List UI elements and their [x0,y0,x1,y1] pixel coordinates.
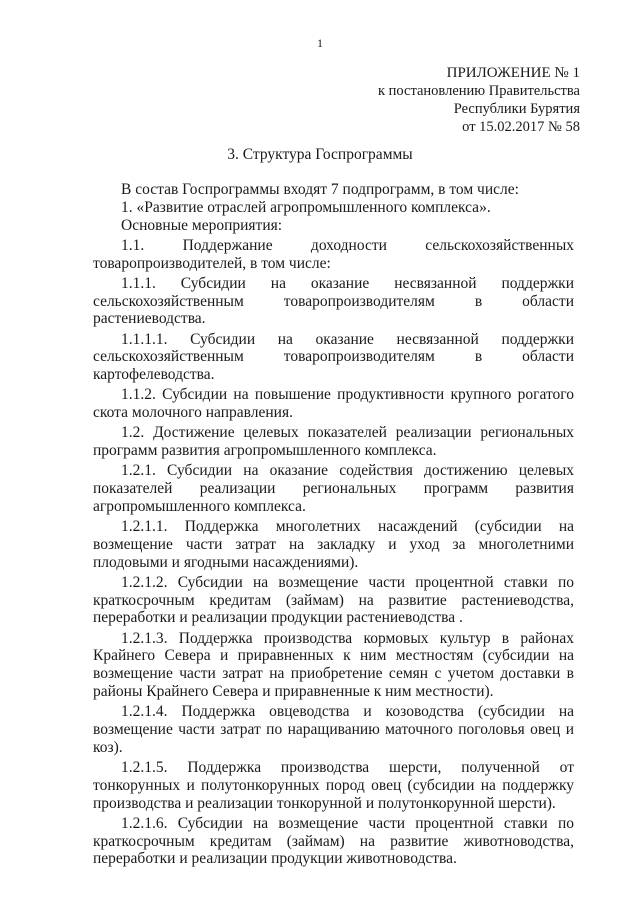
approval-line-republic: Республики Бурятия [453,101,580,117]
document-body [93,181,574,871]
paragraph-intro: В состав Госпрограммы входят 7 подпрограмм, в том числе: [121,181,519,198]
paragraph-1-2-1-5: 1.2.1.5. Поддержка производства шерсти, полученной от тонкорунных и полутонкорунных пород овец (субсидии на поддержку производства и реализации тонкорунной и полутонкорунной шерсти). [93,759,574,812]
page-number: 1 [317,36,323,50]
paragraph-1-2-1-3: 1.2.1.3. Поддержка производства кормовых культур в районах Крайнего Севера и приравненных к ним местностям (субсидии на возмещение части затрат на приобретение семян с учетом доставки в районы Крайнего Севера и приравненные к ним местности). [93,629,574,701]
paragraph-1-2-1-2: 1.2.1.2. Субсидии на возмещение части процентной ставки по краткосрочным кредитам (займам) на развитие растениеводства, переработки и реализации продукции растениеводства . [93,573,574,627]
paragraph-1-2-1: 1.2.1. Субсидии на оказание содействия достижению целевых показателей реализации региональных программ развития агропромышленного комплекса. [93,462,574,515]
paragraph-1-2: 1.2. Достижение целевых показателей реализации региональных программ развития агропромышленного комплекса. [93,424,574,460]
paragraph-main-activities: Основные мероприятия: [121,216,283,234]
paragraph-1-1-1: 1.1.1. Субсидии на оказание несвязанной поддержки сельскохозяйственным товаропроизводителям в области растениеводства. [93,274,574,328]
section-title: 3. Структура Госпрограммы [227,146,413,163]
paragraph-1-1: 1.1. Поддержание доходности сельскохозяйственных товаропроизводителей, в том числе: [93,236,574,272]
approval-line-date: от 15.02.2017 № 58 [462,119,580,135]
approval-block [280,64,580,136]
paragraph-1-2-1-4: 1.2.1.4. Поддержка овцеводства и козоводства (субсидии на возмещение части затрат по наращиванию маточного поголовья овец и коз). [93,703,574,756]
appendix-title: ПРИЛОЖЕНИЕ № 1 [446,65,580,81]
paragraph-1-1-1-1: 1.1.1.1. Субсидии на оказание несвязанной поддержки сельскохозяйственным товаропроизводителям в области картофелеводства. [93,330,574,384]
paragraph-1-2-1-6: 1.2.1.6. Субсидии на возмещение части процентной ставки по краткосрочным кредитам (займам) на развитие животноводства, переработки и реализации продукции животноводства. [93,814,574,868]
approval-line-decree: к постановлению Правительства [378,83,580,99]
paragraph-1-1-2: 1.1.2. Субсидии на повышение продуктивности крупного рогатого скота молочного направления. [93,386,574,422]
paragraph-1-2-1-1: 1.2.1.1. Поддержка многолетних насаждений (субсидии на возмещение части затрат на закладку и уход за многолетними плодовыми и ягодными насаждениями). [93,518,574,571]
paragraph-subprogram-1: 1. «Развитие отраслей агропромышленного комплекса». [121,198,491,216]
